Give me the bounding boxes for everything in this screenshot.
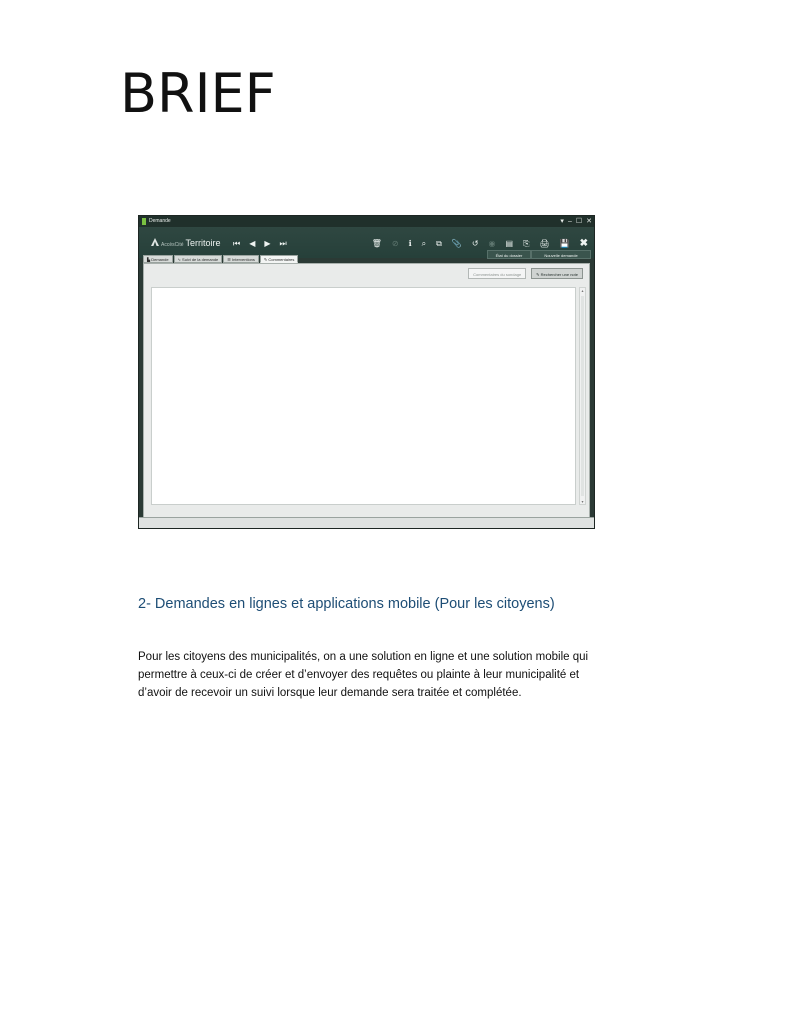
- search-icon[interactable]: ⌕: [421, 239, 427, 248]
- notes-scrollbar[interactable]: [579, 287, 586, 505]
- scroll-up-icon[interactable]: ▴: [581, 288, 584, 293]
- tab-demande[interactable]: [143, 255, 173, 263]
- tab-interventions-icon: ☰: [227, 257, 231, 262]
- tab-demande-label: Demande: [151, 257, 169, 262]
- etat-dossier-button[interactable]: État du dossier: [487, 250, 531, 259]
- info-icon[interactable]: ℹ: [408, 239, 412, 248]
- tab-interventions[interactable]: [223, 255, 259, 263]
- document-title: BRIEF: [120, 62, 276, 125]
- status-bar: [139, 517, 594, 528]
- scroll-thumb[interactable]: [581, 296, 584, 496]
- tool-icons: [372, 239, 588, 249]
- record-navigation: [233, 239, 287, 249]
- brand-big-text: Territoire: [185, 238, 221, 248]
- close-form-icon[interactable]: ✖: [579, 238, 588, 249]
- next-record-icon[interactable]: ▶: [264, 239, 271, 248]
- tab-suivi-icon: ∿: [177, 257, 181, 262]
- attachment-icon[interactable]: 📎: [451, 239, 462, 248]
- window-title-bar: [139, 216, 594, 227]
- history-icon[interactable]: ↺: [471, 239, 479, 248]
- app-icon: [142, 218, 146, 225]
- duplicate-icon[interactable]: ⎘: [523, 239, 530, 248]
- first-record-icon[interactable]: ⏮: [233, 239, 241, 248]
- nouvelle-demande-button[interactable]: Nouvelle demande: [531, 250, 591, 259]
- comments-actions: [468, 268, 583, 279]
- copy-icon[interactable]: ⧉: [436, 239, 442, 248]
- pin-icon[interactable]: ▾: [560, 218, 564, 225]
- brand-logo: [151, 238, 221, 248]
- window-title: Demande: [149, 218, 171, 224]
- section-body: Pour les citoyens des municipalités, on a une solution en ligne et une solution mobile qui permettre à ceux-ci de créer et d’envoyer des requêtes ou plainte à leur municipalité et d’avoir de recevoir un suivi lorsque leur demande sera traitée et complétée.: [138, 651, 589, 699]
- brand-small-text: AccèsCité: [161, 242, 184, 248]
- disabled-icon: ⊘: [391, 239, 399, 248]
- report-icon[interactable]: ▤: [505, 239, 514, 248]
- tab-demande-icon: ▙: [147, 257, 151, 262]
- save-icon[interactable]: 💾: [559, 239, 570, 248]
- form-tabs: [143, 255, 298, 263]
- minimize-icon[interactable]: –: [567, 218, 572, 225]
- tab-commentaires-label: Commentaires: [268, 257, 295, 262]
- tab-suivi-label: Suivi de la demande: [182, 257, 219, 262]
- search-note-button[interactable]: ✎ Rechercher une note: [531, 268, 583, 279]
- last-record-icon[interactable]: ⏭: [279, 239, 287, 248]
- tab-suivi[interactable]: [174, 255, 223, 263]
- print-icon[interactable]: 🖨: [539, 239, 550, 248]
- maximize-icon[interactable]: ☐: [575, 218, 583, 225]
- notes-text-area[interactable]: [151, 287, 576, 505]
- scroll-down-icon[interactable]: ▾: [581, 499, 584, 504]
- previous-record-icon[interactable]: ◀: [249, 239, 256, 248]
- comments-panel: [143, 263, 590, 518]
- delete-icon[interactable]: 🗑: [371, 239, 382, 248]
- eye-icon: ◉: [488, 239, 496, 248]
- tab-commentaires[interactable]: [260, 255, 299, 263]
- tab-interventions-label: Interventions: [232, 257, 255, 262]
- brand-mark-icon: [151, 238, 159, 246]
- sondage-comments-button: Commentaires du sondage: [468, 268, 526, 279]
- window-controls: [560, 216, 592, 227]
- section-heading: 2- Demandes en lignes et applications mobile (Pour les citoyens): [138, 596, 555, 612]
- app-screenshot: [138, 215, 595, 529]
- close-icon[interactable]: ✕: [586, 218, 592, 225]
- tab-commentaires-icon: ✎: [263, 257, 268, 262]
